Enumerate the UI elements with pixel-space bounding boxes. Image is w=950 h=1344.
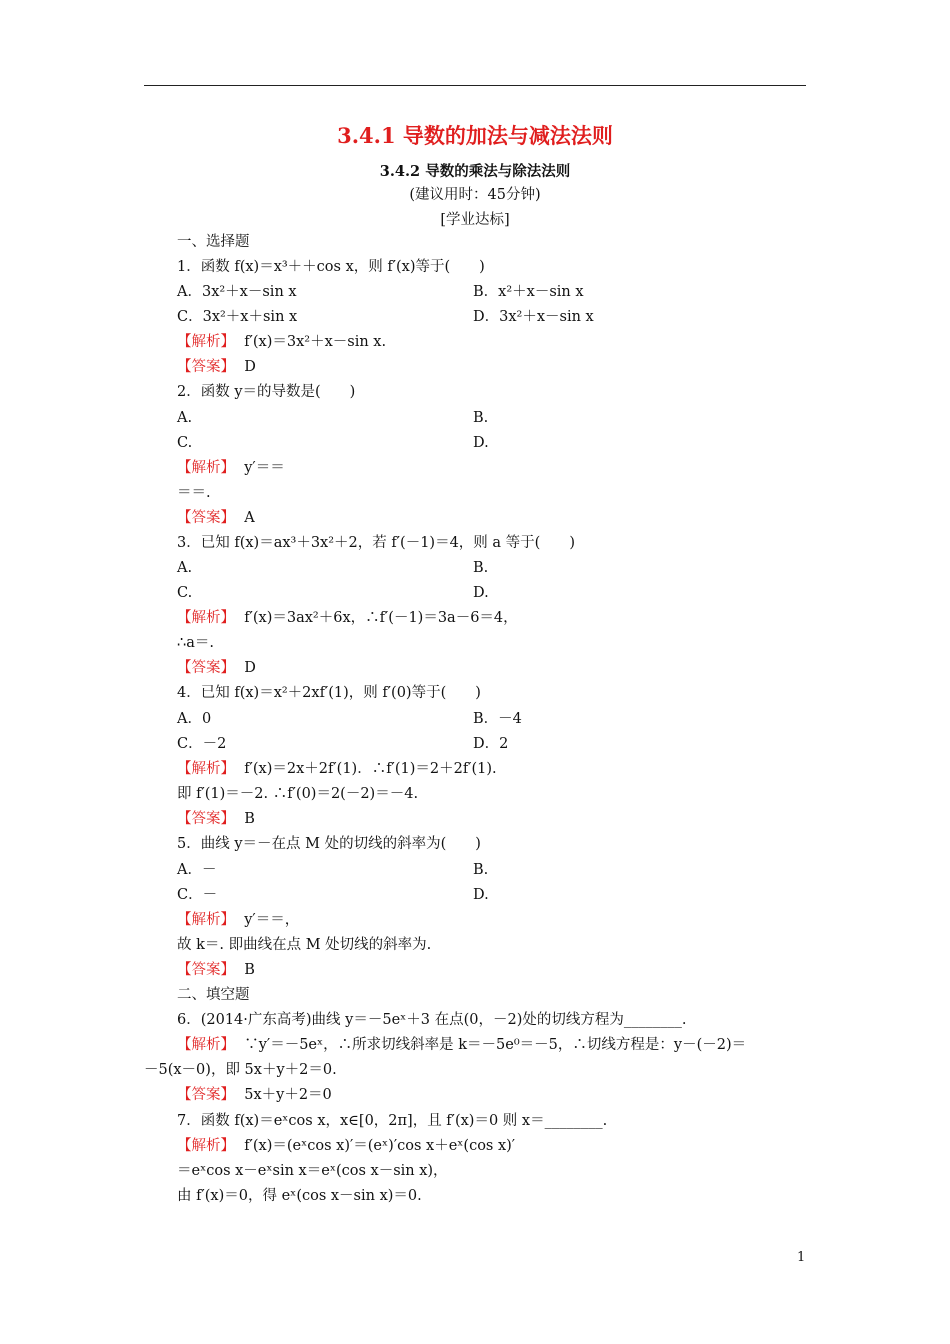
answer-tag: 【答案】 (177, 510, 235, 526)
option-a: A. (177, 560, 193, 576)
analysis-line (177, 332, 386, 352)
answer-tag: 【答案】 (177, 660, 235, 676)
analysis-text: y′＝＝， (244, 912, 300, 928)
analysis-tag: 【解析】 (177, 610, 235, 626)
option-b: B. (473, 410, 489, 426)
answer-text: B (244, 962, 255, 978)
analysis-tag: 【解析】 (177, 460, 235, 476)
section-heading-choice: 一、选择题 (177, 234, 250, 250)
analysis-text: ∵y′＝－5eˣ，∴所求切线斜率是 k＝－5e⁰＝－5，∴切线方程是：y－(－2)＝ (244, 1037, 747, 1053)
option-d: D. (473, 887, 489, 903)
answer-text: D (244, 660, 256, 676)
analysis-text: f′(x)＝2x＋2f′(1)．∴f′(1)＝2＋2f′(1). (244, 761, 497, 777)
option-d: D．2 (473, 736, 509, 752)
analysis-line (177, 759, 497, 779)
analysis-text: y′＝＝ (244, 460, 285, 476)
page-number: 1 (797, 1250, 806, 1265)
option-b: B. (473, 560, 489, 576)
answer-line (177, 508, 255, 528)
question-3: 3．已知 f(x)＝ax³＋3x²＋2，若 f′(－1)＝4，则 a 等于( ) (177, 535, 575, 551)
doc-title: 3.4.1 导数的加法与减法法则 (337, 123, 613, 148)
answer-text: 5x＋y＋2＝0 (244, 1087, 332, 1103)
option-d: D．3x²＋x－sin x (473, 309, 594, 325)
suggested-time: (建议用时：45分钟) (409, 187, 541, 203)
analysis-tag: 【解析】 (177, 334, 235, 350)
analysis-tag: 【解析】 (177, 1037, 235, 1053)
answer-tag: 【答案】 (177, 359, 235, 375)
option-a: A. (177, 410, 193, 426)
option-c: C. (177, 585, 193, 601)
answer-text: D (244, 359, 256, 375)
doc-subtitle: 3.4.2 导数的乘法与除法法则 (379, 163, 571, 180)
option-a: A．－ (177, 862, 217, 878)
option-a: A．3x²＋x－sin x (177, 284, 297, 300)
option-b: B．x²＋x－sin x (473, 284, 584, 300)
analysis-line (177, 608, 518, 628)
answer-line (177, 809, 255, 829)
answer-text: A (244, 510, 255, 526)
answer-tag: 【答案】 (177, 1087, 235, 1103)
answer-tag: 【答案】 (177, 962, 235, 978)
option-c: C．－ (177, 887, 218, 903)
option-b: B．－4 (473, 711, 522, 727)
answer-line (177, 960, 255, 980)
question-6: 6．(2014·广东高考)曲线 y＝－5eˣ＋3 在点(0，－2)处的切线方程为________. (177, 1012, 687, 1028)
analysis-continued: 即 f′(1)＝－2. ∴f′(0)＝2(－2)＝－4. (177, 786, 419, 802)
option-d: D. (473, 435, 489, 451)
option-c: C．3x²＋x＋sin x (177, 309, 298, 325)
analysis-tag: 【解析】 (177, 1138, 235, 1154)
analysis-line (177, 458, 285, 478)
section-heading-fill: 二、填空题 (177, 987, 250, 1003)
analysis-line (177, 910, 299, 930)
option-c: C．－2 (177, 736, 227, 752)
analysis-text: f′(x)＝(eˣcos x)′＝(eˣ)′cos x＋eˣ(cos x)′ (244, 1138, 516, 1154)
analysis-text: f′(x)＝3x²＋x－sin x. (244, 334, 387, 350)
analysis-text: f′(x)＝3ax²＋6x，∴f′(－1)＝3a－6＝4， (244, 610, 518, 626)
answer-line (177, 1085, 332, 1105)
option-c: C. (177, 435, 193, 451)
analysis-tag: 【解析】 (177, 912, 235, 928)
answer-tag: 【答案】 (177, 811, 235, 827)
answer-text: B (244, 811, 255, 827)
answer-line (177, 658, 256, 678)
option-b: B. (473, 862, 489, 878)
question-7: 7．函数 f(x)＝eˣcos x，x∈[0，2π]，且 f′(x)＝0 则 x＝________. (177, 1113, 608, 1129)
analysis-continued: 由 f′(x)＝0，得 eˣ(cos x－sin x)＝0. (177, 1188, 422, 1204)
analysis-continued: ∴a＝. (177, 635, 214, 651)
analysis-line (177, 1136, 515, 1156)
question-5: 5．曲线 y＝－在点 M 处的切线的斜率为( ) (177, 836, 481, 852)
answer-line (177, 357, 256, 377)
analysis-tag: 【解析】 (177, 761, 235, 777)
header-rule (144, 85, 806, 86)
analysis-continued: ＝eˣcos x－eˣsin x＝eˣ(cos x－sin x)， (177, 1163, 448, 1179)
option-d: D. (473, 585, 489, 601)
level-heading: [学业达标] (440, 212, 510, 228)
analysis-continued: －5(x－0)，即 5x＋y＋2＝0. (144, 1062, 337, 1078)
analysis-line (177, 1035, 746, 1055)
analysis-continued: 故 k＝. 即曲线在点 M 处切线的斜率为. (177, 937, 432, 953)
option-a: A．0 (177, 711, 212, 727)
analysis-continued: ＝＝. (177, 485, 211, 501)
question-2: 2．函数 y＝的导数是( ) (177, 384, 356, 400)
question-1: 1．函数 f(x)＝x³＋＋cos x，则 f′(x)等于( ) (177, 259, 485, 275)
question-4: 4．已知 f(x)＝x²＋2xf′(1)，则 f′(0)等于( ) (177, 685, 481, 701)
